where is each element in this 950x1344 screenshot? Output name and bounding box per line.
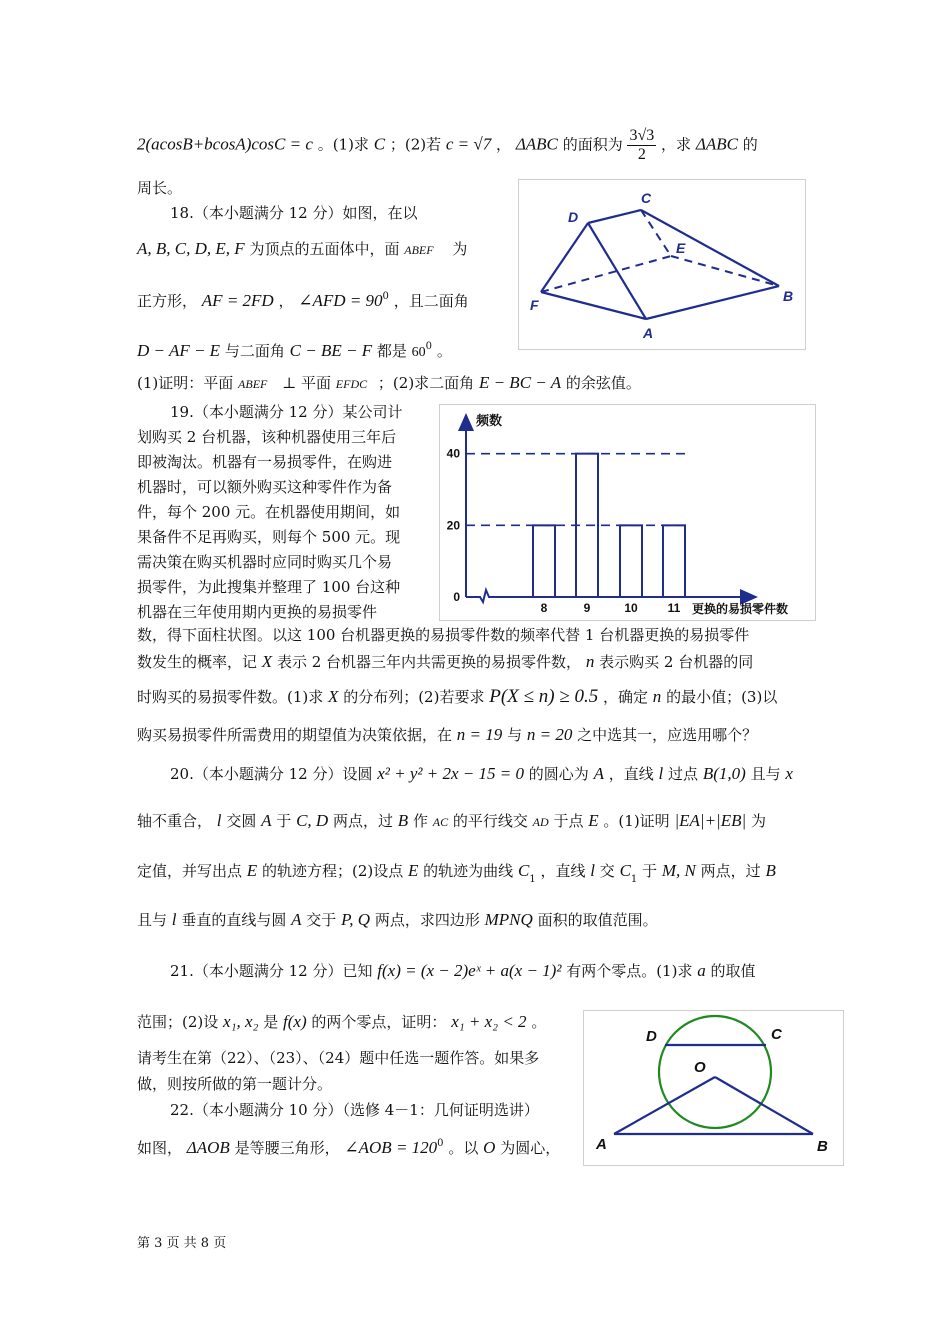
y-tick-0: 0 bbox=[453, 590, 460, 604]
label-C: C bbox=[771, 1026, 782, 1043]
q18-line3: 正方形， AF = 2FD ， ∠AFD = $90^0$ ，且二面角 bbox=[137, 291, 469, 310]
edge-AB bbox=[646, 286, 779, 319]
x-axis-label: 更换的易损零件数 bbox=[692, 602, 789, 616]
bar-10 bbox=[620, 525, 642, 597]
y-axis-label: 频数 bbox=[476, 413, 503, 428]
q20-line3: 定值，并写出点 E 的轨迹方程；(2)设点 E 的轨迹为曲线 $C_1$ ，直线 l 交 $C_1$ 于 M, N 两点，过 B bbox=[137, 861, 776, 885]
q22-figure bbox=[583, 1010, 844, 1166]
q19-line12: 时购买的易损零件数。(1)求 X 的分布列；(2)若要求 P(X ≤ n) ≥ 0.5 ，确定 n 的最小值；(3)以 bbox=[137, 686, 778, 707]
q18-head: 18.（本小题满分 12 分）如图，在以 bbox=[170, 204, 418, 222]
q22-line2: 如图， ΔAOB 是等腰三角形， ∠AOB = $120^0$ 。以 O 为圆心， bbox=[137, 1138, 561, 1157]
area-fraction: $\frac{3√3}{2}$ bbox=[629, 127, 655, 163]
edge-CB bbox=[641, 210, 779, 286]
q20-line2: 轴不重合， l 交圆 A 于 C, D 两点，过 B 作 AC 的平行线交 AD 于点 E 。(1)证明 |EA|+|EB| 为 bbox=[137, 811, 766, 830]
x-tick-9: 9 bbox=[583, 601, 591, 615]
q19-chart bbox=[439, 404, 816, 621]
label-B: B bbox=[783, 288, 794, 304]
q21-line2: 范围；(2)设 x₁, x₂ 是 f(x) 的两个零点，证明： x₁ + x₂ < 2 。 bbox=[137, 1012, 547, 1031]
label-A: A bbox=[643, 325, 654, 341]
label-E: E bbox=[676, 240, 686, 256]
edge-FA bbox=[541, 292, 646, 319]
q18-line4: D − AF − E 与二面角 C − BE − F 都是 $60^0$ 。 bbox=[137, 341, 452, 360]
selection-note-2: 做，则按所做的第一题计分。 bbox=[137, 1075, 333, 1093]
q18-parts: (1)证明：平面 ABEF ⊥ 平面 EFDC ；(2)求二面角 E − BC − A 的余弦值。 bbox=[137, 373, 641, 392]
edge-DA bbox=[588, 223, 646, 319]
bar-8 bbox=[533, 525, 555, 597]
page-footer: 第 3 页 共 8 页 bbox=[137, 1236, 227, 1251]
label-D: D bbox=[568, 209, 579, 225]
label-F: F bbox=[530, 297, 539, 313]
edge-FD bbox=[541, 223, 588, 292]
x-axis-break bbox=[466, 590, 752, 602]
x-tick-8: 8 bbox=[540, 601, 548, 615]
q18-line2: A, B, C, D, E, F 为顶点的五面体中，面 ABEF 为 bbox=[137, 239, 468, 258]
bar-chart bbox=[440, 405, 815, 620]
x-tick-11: 11 bbox=[667, 601, 681, 615]
q17-line2: 周长。 bbox=[137, 179, 183, 197]
q20-line4: 且与 l 垂直的直线与圆 A 交于 P, Q 两点，求四边形 MPNQ 面积的取值范围。 bbox=[137, 910, 658, 929]
q17-line1: 2(acosB+bcosA)cosC = c 。(1)求 C ；(2)若 c = √7 ， ΔABC 的面积为 $\frac{3√3}{2}$ ，求 ΔABC 的 bbox=[137, 127, 758, 163]
circle-O bbox=[659, 1016, 771, 1128]
label-D: D bbox=[646, 1028, 657, 1045]
y-tick-20: 20 bbox=[446, 518, 460, 533]
pentahedron-diagram bbox=[519, 180, 805, 349]
label-O: O bbox=[694, 1059, 706, 1076]
edge-EB-hidden bbox=[671, 256, 779, 286]
edge-FE-hidden bbox=[541, 256, 671, 292]
q17-formula: 2(acosB+bcosA)cosC = c bbox=[137, 134, 313, 154]
q19-line11: 数发生的概率，记 X 表示 2 台机器三年内共需更换的易损零件数， n 表示购买 2 台机器的同 bbox=[137, 652, 754, 671]
edge-DC bbox=[588, 210, 641, 223]
label-A: A bbox=[596, 1136, 607, 1153]
q19-line10: 数，得下面柱状图。以这 100 台机器更换的易损零件数的频率代替 1 台机器更换的易损零件 bbox=[137, 626, 750, 644]
q18-figure bbox=[518, 179, 806, 350]
selection-note-1: 请考生在第（22）、（23）、（24）题中任选一题作答。如果多 bbox=[137, 1049, 540, 1067]
q21-line1: 21.（本小题满分 12 分）已知 f(x) = (x − 2)eˣ + a(x − 1)² 有两个零点。(1)求 a 的取值 bbox=[170, 961, 756, 980]
q20-line1: 20.（本小题满分 12 分）设圆 x² + y² + 2x − 15 = 0 的圆心为 A ，直线 l 过点 B(1,0) 且与 x bbox=[170, 764, 793, 783]
q22-head: 22.（本小题满分 10 分）（选修 4－1：几何证明选讲） bbox=[170, 1101, 539, 1119]
q19-line13: 购买易损零件所需费用的期望值为决策依据，在 n = 19 与 n = 20 之中选其一，应选用哪个？ bbox=[137, 725, 758, 744]
q19-paragraph: 19.（本小题满分 12 分）某公司计 划购买 2 台机器，该种机器使用三年后 即被淘汰。机器有一易损零件，在购进 机器时，可以额外购买这种零件作为备 件，每个 200 元。在机器使用期间，如 果备件不足再购买，则每个 500 元。现 需决策在购买机器时应同时购买几个易 损零件，为此搜集并整理了 100 台这种 机器在三年使用期内更换的易损零件 bbox=[137, 403, 403, 621]
edge-CE-hidden bbox=[641, 210, 671, 256]
label-B: B bbox=[817, 1138, 828, 1155]
x-ticks bbox=[541, 601, 681, 615]
circle-triangle-diagram bbox=[584, 1011, 843, 1165]
bar-11 bbox=[663, 525, 685, 597]
x-tick-10: 10 bbox=[624, 601, 638, 615]
y-ticks bbox=[447, 447, 461, 604]
y-tick-40: 40 bbox=[446, 446, 460, 461]
label-C: C bbox=[641, 190, 652, 206]
